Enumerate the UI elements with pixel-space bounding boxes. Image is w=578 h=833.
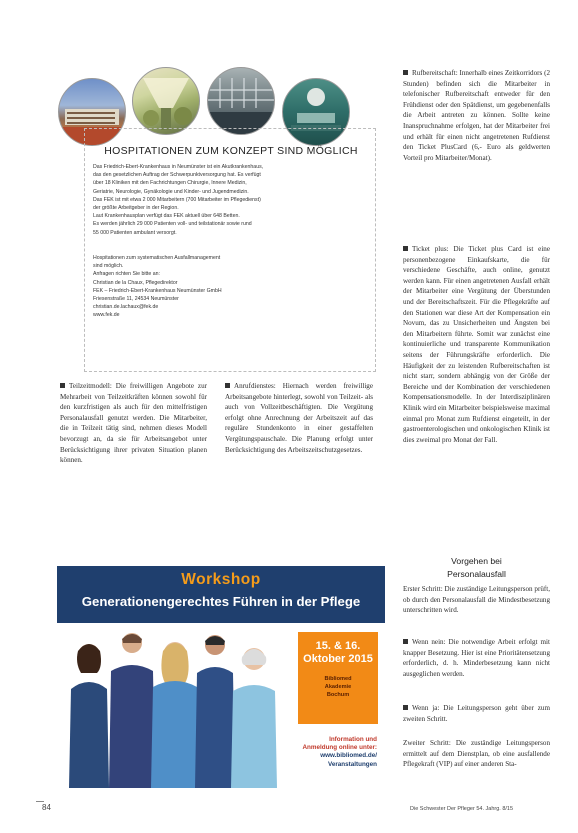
column-right-block-d (403, 637, 550, 679)
bullet-square-icon (403, 246, 408, 251)
column-middle-lead: Anrufdienstes: (234, 382, 276, 390)
person-1 (69, 644, 109, 788)
atrium-illustration (133, 68, 199, 134)
column-middle-text (225, 381, 373, 455)
column-right-b-lead: Ticket plus: (412, 245, 449, 253)
column-right-a-body: Innerhalb eines Zeitkorridors (2 Stunden) befinden sich die Mitarbeiter in telefonischer Rufbereitschaft entweder für den Frühdienst oder den Spätdienst, um gegebenenfalls die Arbeit antreten zu können. Sollte keine Inanspruchnahme erfolgen, hat der Mitarbeiter frei und erhält für einen nicht angetretenen Rufdienst den Ticket PlusCard (6,- Euro als geldwerten Vorteil pro Mitarbeiter/Monat). (403, 69, 550, 162)
column-right-f-lead: Zweiter Schritt: (403, 739, 451, 747)
person-4 (195, 635, 235, 788)
section-subhead: Vorgehen bei Personalausfall (447, 556, 506, 579)
workshop-ad[interactable] (57, 566, 385, 788)
bullet-square-icon (403, 639, 408, 644)
workshop-info-link[interactable]: www.bibliomed.de/ Veranstaltungen (320, 752, 377, 768)
column-right-f-body: Die zuständige Leitungsperson ermittelt auf dem Dienstplan, ob eine ausfallende Pflegekraft (VIP) auf einer anderen Sta- (403, 739, 550, 769)
column-middle-body: Hiernach werden freiwillige Arbeitsangebote hinterlegt, sowohl von Teilzeit- als auch von Vollzeitbeschäftigten. Die Vergütung erfolgt ohne Anrechnung der Arbeitszeit auf das reguläre Stundenkonto in einer gestaffelten Vergütungspauschale. Die Planung erfolgt unter Berücksichtigung des Arbeitszeitschutzgesetzes. (225, 382, 373, 454)
workshop-subtitle: Generationengerechtes Führen in der Pflege (81, 594, 361, 609)
info-box-paragraph-2: Hospitationen zum systematischen Ausfallmanagement sind möglich. Anfragen richten Sie bitte an: Christian de la Chaux, Pflegedirektor FEK – Friedrich-Ebert-Krankenhaus Neumünster GmbH Friesenstraße 11, 24534 Neumünster christian.de.lachaux@fek.de www.fek.de (93, 255, 222, 319)
workshop-info (247, 736, 377, 769)
info-box-paragraph-1: Das Friedrich-Ebert-Krankenhaus in Neumünster ist ein Akutkrankenhaus, das den gesetzlichen Auftrag der Schwerpunktversorgung hat. Es verfügt über 18 Kliniken mit den Fachrichtungen Chirurgie, Innere Medizin, Geriatrie, Neurologie, Gynäkologie und Kinder- und Jugendmedizin. Das FEK ist mit etwa 2 000 Mitarbeitern (700 Mitarbeiter im Pflegedienst) der größte Arbeitgeber in der Region. Laut Krankenhausplan verfügt das FEK aktuell über 648 Betten. Es werden jährlich 29 000 Patienten voll- und teilstationär sowie rund 55 000 Patienten ambulant versorgt. (93, 164, 264, 236)
column-right-block-a (403, 68, 550, 163)
column-right-c-lead: Erster Schritt: (403, 585, 443, 593)
bullet-square-icon (403, 70, 408, 75)
photo-atrium (132, 67, 200, 135)
column-right-block-b (403, 244, 550, 445)
column-left-body: Die freiwilligen Angebote zur Mehrarbeit von Teilzeitkräften können sowohl für den kurzfristigen als auch für den mittelfristigen Personalausfall genutzt werden. Die Mitarbeiter, die in Teilzeit tätig sind, nehmen dieses Modell bevorzugt an, da sie für Arbeitsangebot unter Berücksichtigung ihrer privaten Situation planen können. (60, 382, 207, 465)
column-right-c-body: Die zuständige Leitungsperson prüft, ob durch den Personalausfall die Mindestbesetzung unterschritten wird. (403, 585, 550, 615)
workshop-title: Workshop (181, 571, 261, 588)
column-right-block-c (403, 584, 550, 616)
column-right-d-body: Wenn nein: Die notwendige Arbeit erfolgt mit knapper Besetzung. Hier ist eine Prioritätensetzung erforderlich, d. h. Minderbesetzung kann nicht ausgeglichen werden. (403, 638, 550, 678)
person-3 (151, 642, 199, 788)
column-right-b-body: Die Ticket plus Card ist eine personenbezogene Einkaufskarte, die für verschiedene Geschäfte, auch online, genutzt werden kann. Für einen angetretenen Ausfall erhält der Mitarbeiter eine Vergütung der Überstunden und der Bereitschaftszeit. Für die Pflegekräfte auf den Stationen war diese Art der Kompensation ein Novum, das zu Unsicherheiten und Ängsten bei den Mitarbeitern führte. Somit war zunächst eine kontinuierliche und transparente Kommunikation seitens der Führungskräfte erforderlich. Die Häufigkeit der zu leistenden Rufbereitschaften ist nicht starr, sondern abhängig von der Größe der Bereiche und der Kombination der verschiedenen Kompensationsmodelle. In der Interdisziplinären Klinik wird ein Mitarbeiter beispielsweise maximal einmal pro Monat zum Rufdienst eingeteilt, in der gastroenterologischen und onkologischen Klinik ist dies zweimal pro Monat der Fall. (403, 245, 550, 444)
column-right-block-e (403, 703, 550, 724)
workshop-info-text: Information und Anmeldung online unter: (302, 736, 377, 752)
bullet-square-icon (60, 383, 65, 388)
column-right-block-f (403, 738, 550, 770)
bullet-square-icon (403, 705, 408, 710)
photo-glass-roof (207, 67, 275, 135)
person-2 (109, 633, 155, 788)
column-right-a-lead: Rufbereitschaft: (412, 69, 458, 77)
footer-rule (36, 801, 44, 802)
glass-roof-illustration (208, 68, 274, 134)
column-left-text (60, 381, 207, 466)
column-left-lead: Teilzeitmodell: (69, 382, 112, 390)
date-badge (298, 632, 378, 724)
workshop-location: Bibliomed Akademie Bochum (324, 676, 352, 698)
magazine-footer: Die Schwester Der Pfleger 54. Jahrg. 8/15 (410, 806, 514, 812)
column-right-e-body: Wenn ja: Die Leitungsperson geht über zum zweiten Schritt. (403, 704, 550, 723)
page-number: 84 (42, 803, 51, 812)
info-box-title: HOSPITATIONEN ZUM KONZEPT SIND MÖGLICH (104, 145, 358, 157)
workshop-date: 15. & 16. Oktober 2015 (303, 640, 373, 665)
bullet-square-icon (225, 383, 230, 388)
